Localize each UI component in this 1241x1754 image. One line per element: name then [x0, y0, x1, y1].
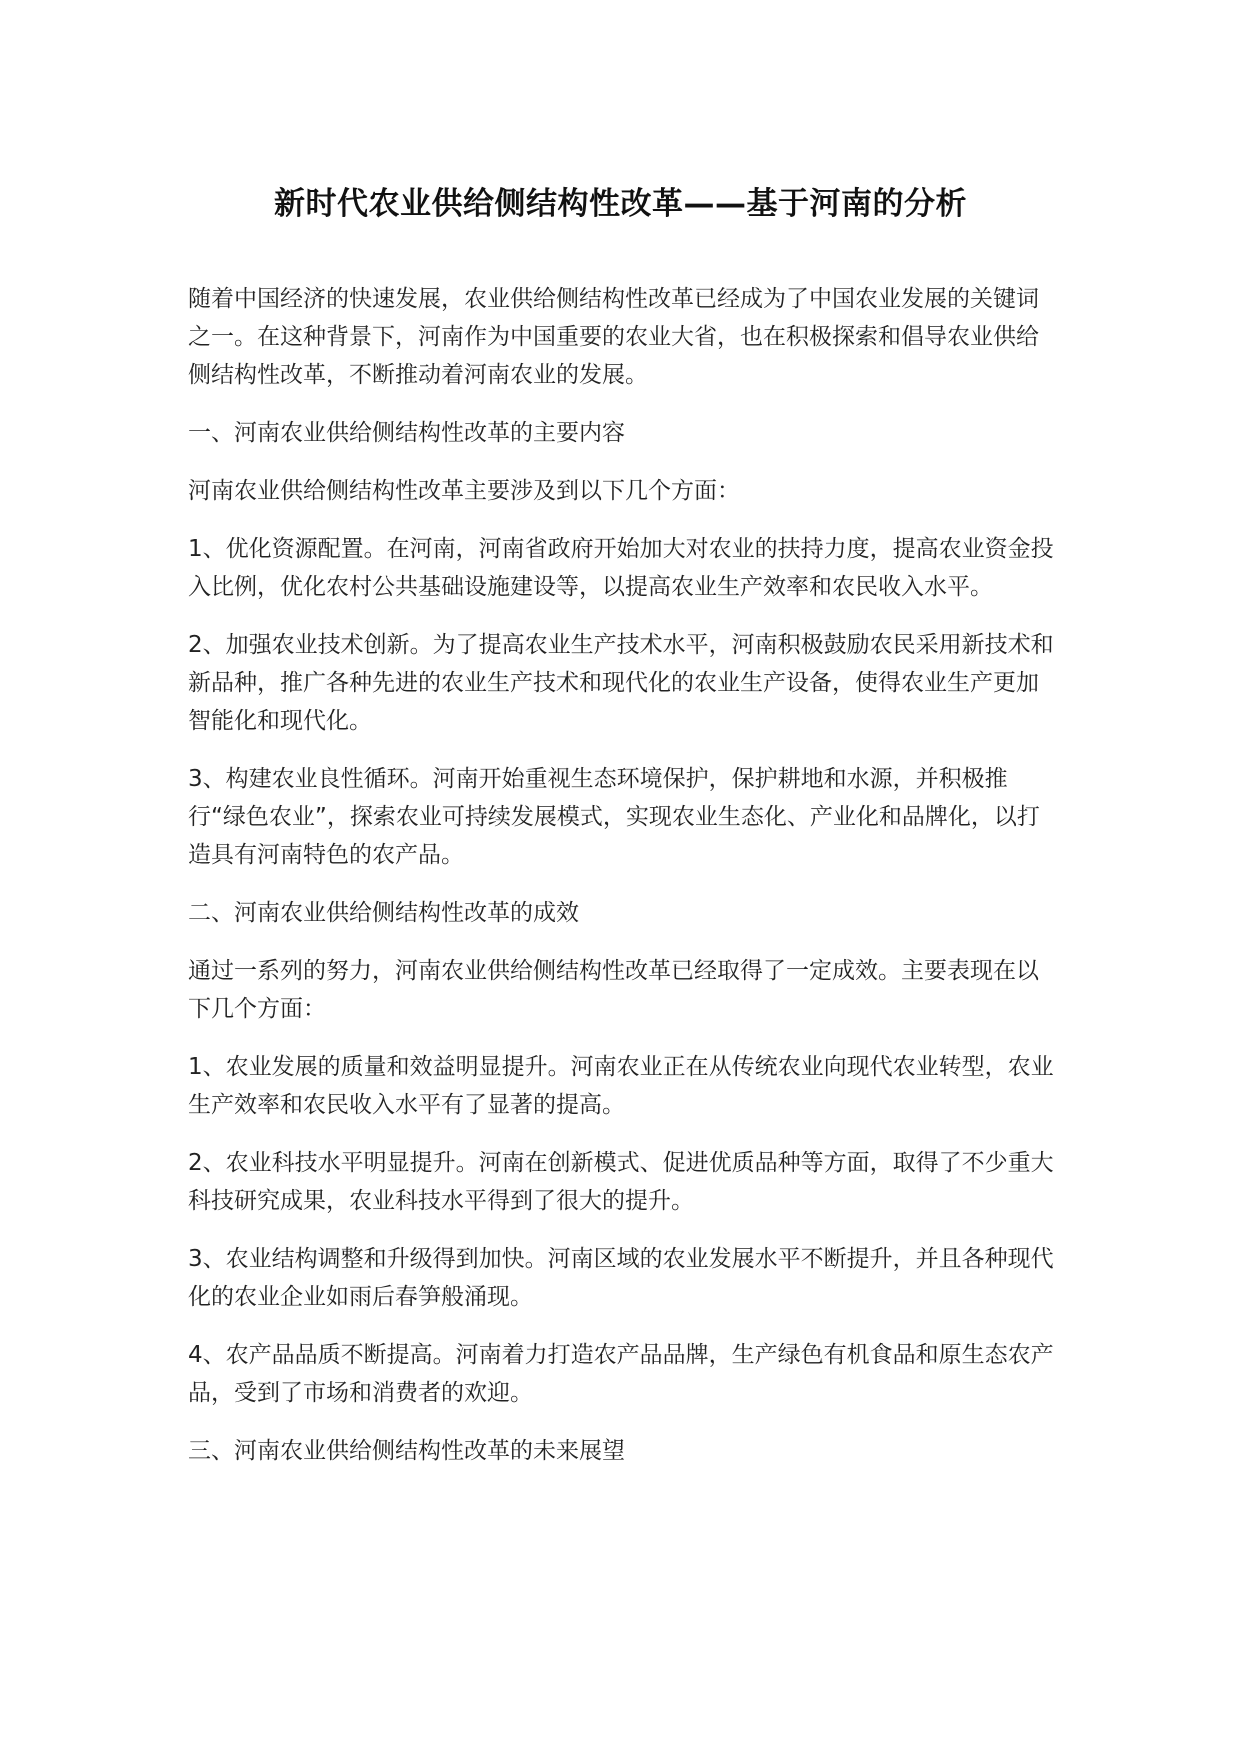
section-2-item: 3、农业结构调整和升级得到加快。河南区域的农业发展水平不断提升，并且各种现代化的农业企业如雨后春笋般涌现。: [188, 1246, 1054, 1310]
section-3-heading: 三、河南农业供给侧结构性改革的未来展望: [188, 1438, 625, 1464]
section-2-lead: 通过一系列的努力，河南农业供给侧结构性改革已经取得了一定成效。主要表现在以下几个方面：: [188, 958, 1039, 1022]
section-1-item: 1、优化资源配置。在河南，河南省政府开始加大对农业的扶持力度，提高农业资金投入比例，优化农村公共基础设施建设等，以提高农业生产效率和农民收入水平。: [188, 536, 1054, 600]
intro-paragraph: 随着中国经济的快速发展，农业供给侧结构性改革已经成为了中国农业发展的关键词之一。在这种背景下，河南作为中国重要的农业大省，也在积极探索和倡导农业供给侧结构性改革，不断推动着河南农业的发展。: [188, 286, 1039, 388]
section-2-heading: 二、河南农业供给侧结构性改革的成效: [188, 900, 579, 926]
document-body: [188, 280, 1054, 1490]
section-2-item: 2、农业科技水平明显提升。河南在创新模式、促进优质品种等方面，取得了不少重大科技研究成果，农业科技水平得到了很大的提升。: [188, 1150, 1054, 1214]
section-1-lead: 河南农业供给侧结构性改革主要涉及到以下几个方面：: [188, 478, 740, 504]
section-1-item: 2、加强农业技术创新。为了提高农业生产技术水平，河南积极鼓励农民采用新技术和新品种，推广各种先进的农业生产技术和现代化的农业生产设备，使得农业生产更加智能化和现代化。: [188, 632, 1054, 734]
document-title: 新时代农业供给侧结构性改革——基于河南的分析: [274, 186, 967, 222]
section-1-item: 3、构建农业良性循环。河南开始重视生态环境保护，保护耕地和水源，并积极推行“绿色农业”，探索农业可持续发展模式，实现农业生态化、产业化和品牌化，以打造具有河南特色的农产品。: [188, 766, 1040, 868]
section-2-item: 4、农产品品质不断提高。河南着力打造农产品品牌，生产绿色有机食品和原生态农产品，受到了市场和消费者的欢迎。: [188, 1342, 1054, 1406]
section-1-heading: 一、河南农业供给侧结构性改革的主要内容: [188, 420, 625, 446]
section-2-item: 1、农业发展的质量和效益明显提升。河南农业正在从传统农业向现代农业转型，农业生产效率和农民收入水平有了显著的提高。: [188, 1054, 1054, 1118]
